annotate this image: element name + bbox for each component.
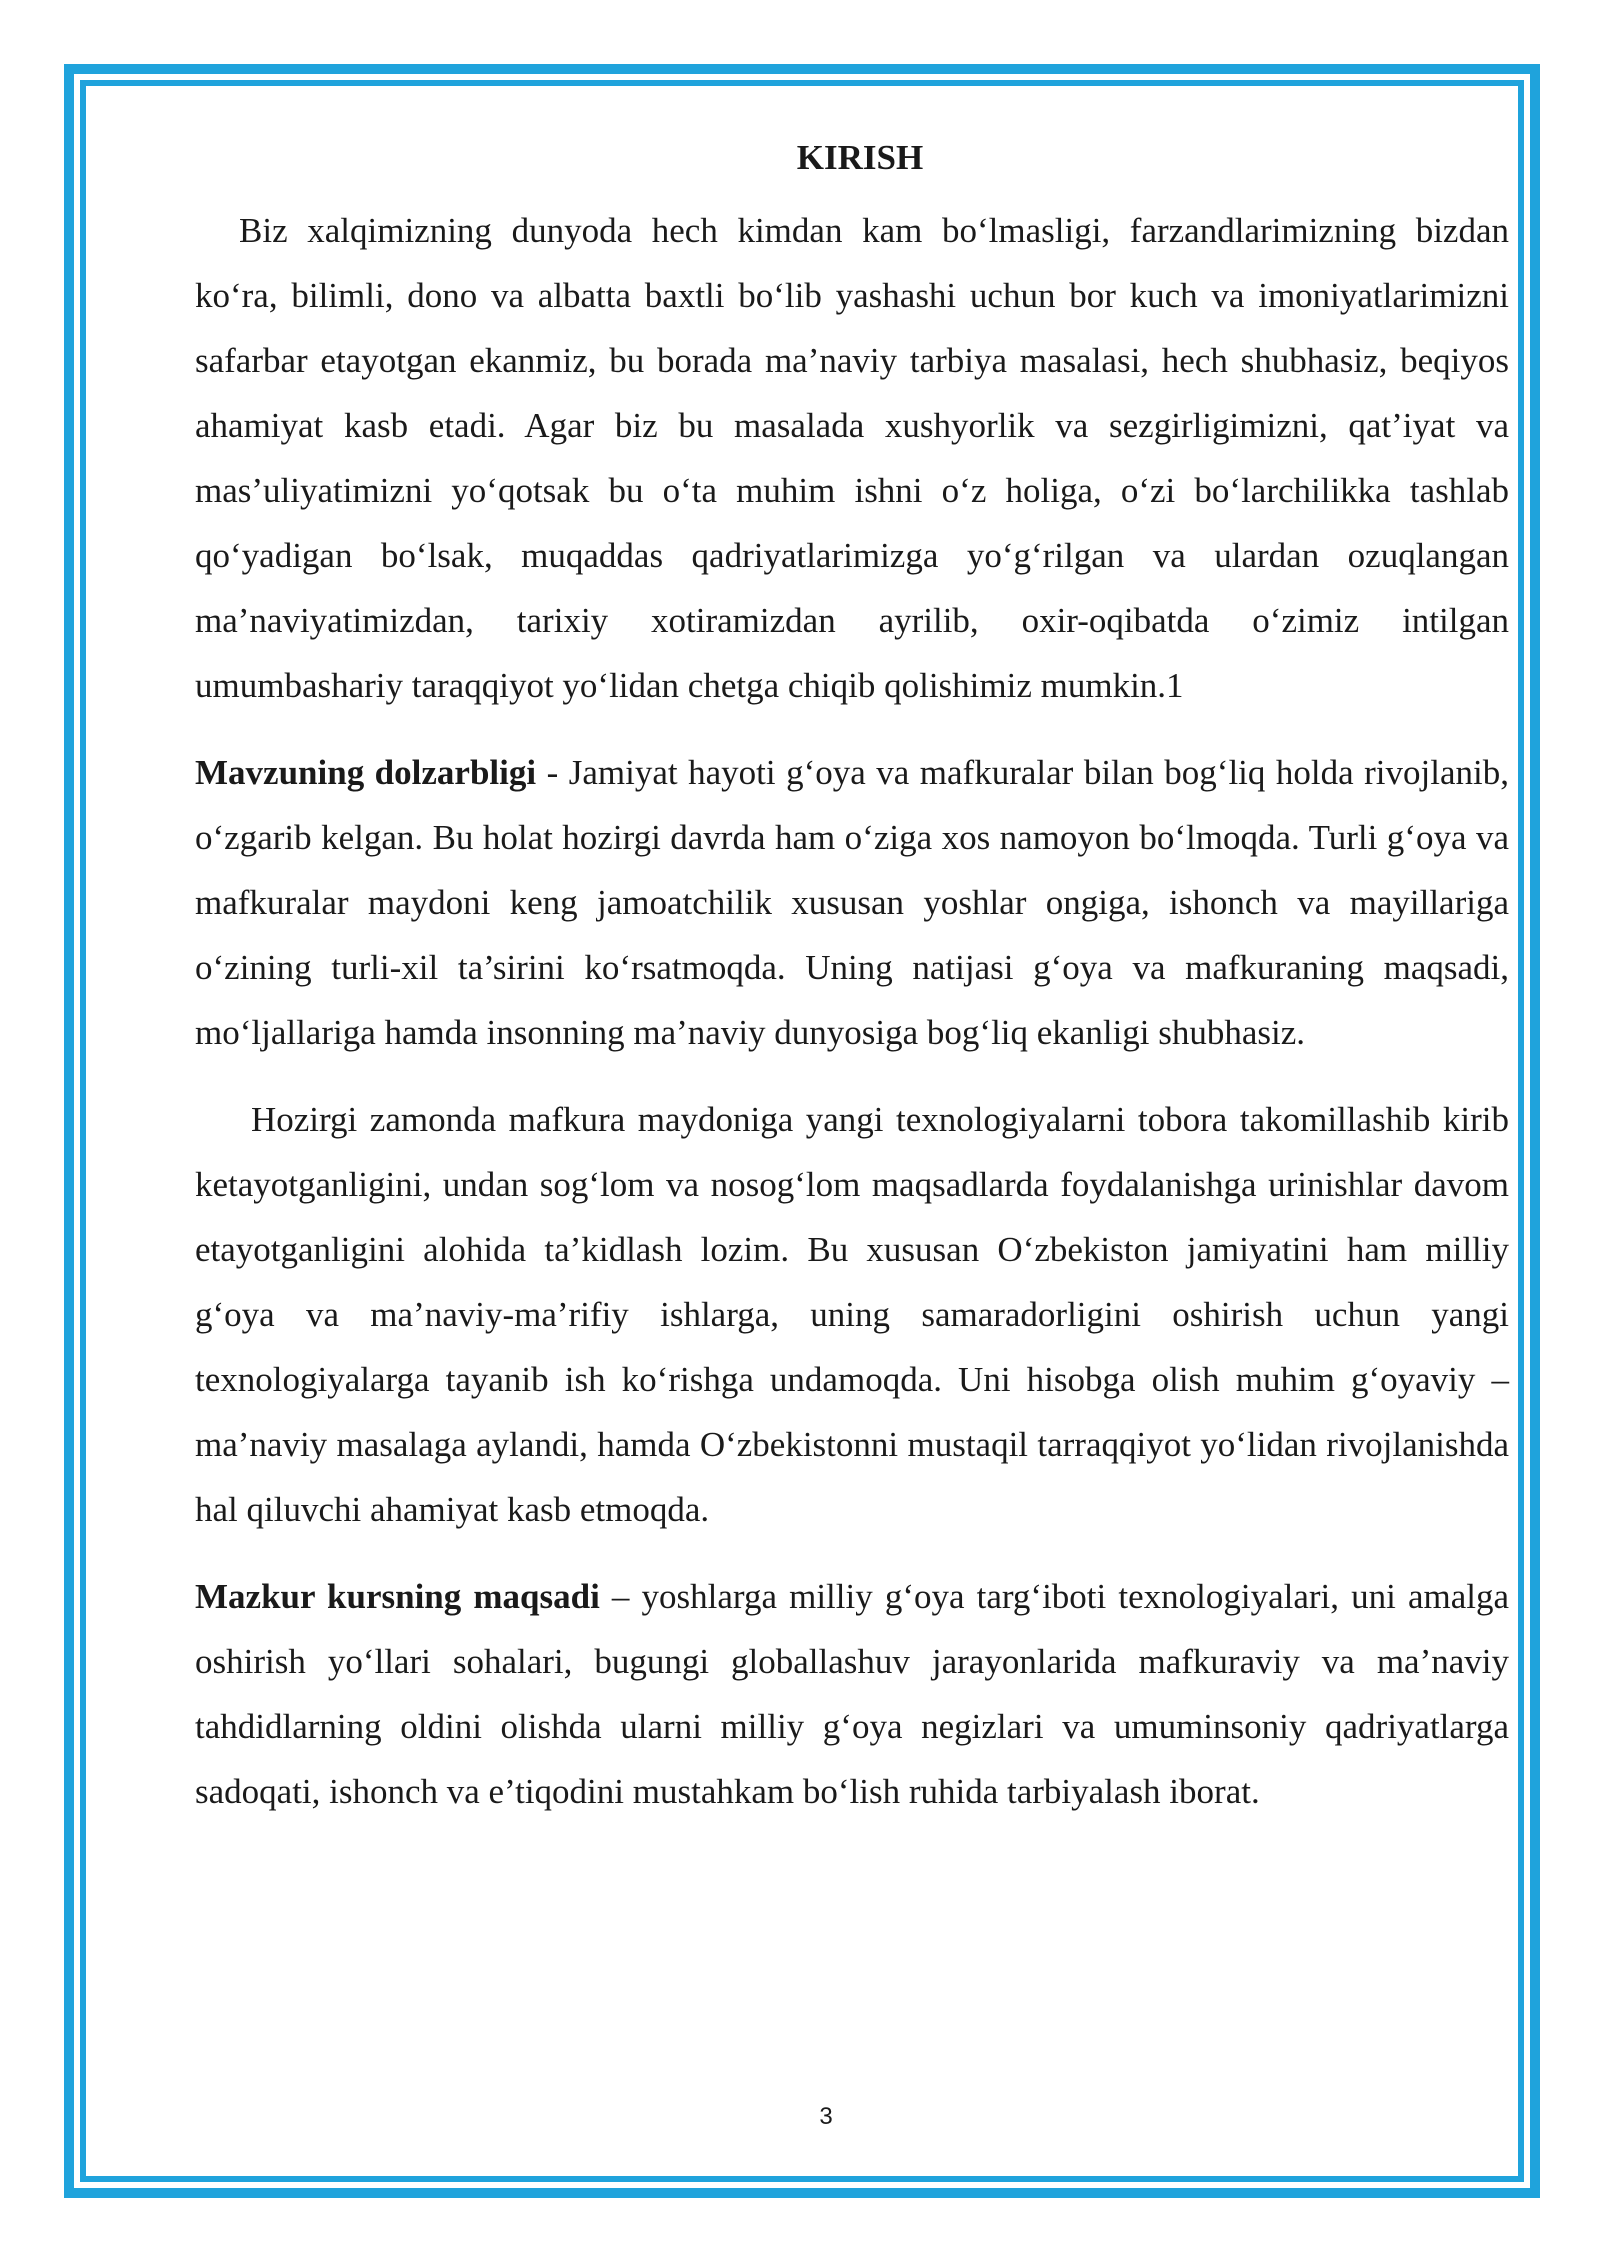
paragraph-course-goal <box>195 1564 1509 1824</box>
paragraph-text: – yoshlarga milliy g‘oya targ‘iboti texnologiyalari, uni amalga oshirish yo‘llari sohalari, bugungi globallashuv jarayonlarida mafkuraviy va ma’naviy tahdidlarning oldini olishda ularni milliy g‘oya negizlari va umuminsoniy qadriyatlarga sadoqati, ishonch va e’tiqodini mustahkam bo‘lish ruhida tarbiyalash iborat. <box>195 1577 1510 1811</box>
paragraph-lead: Mavzuning dolzarbligi <box>195 753 537 792</box>
paragraph-text: Biz xalqimizning dunyoda hech kimdan kam bo‘lmasligi, farzandlarimizning bizdan ko‘ra, bilimli, dono va albatta baxtli bo‘lib yashashi uchun bor kuch va imoniyatlarimizni safarbar etayotgan ekanmiz, bu borada ma’naviy tarbiya masalasi, hech shubhasiz, beqiyos ahamiyat kasb etadi. Agar biz bu masalada xushyorlik va sezgirligimizni, qat’iyat va mas’uliyatimizni yo‘qotsak bu o‘ta muhim ishni o‘z holiga, o‘zi bo‘larchilikka tashlab qo‘yadigan bo‘lsak, muqaddas qadriyatlarimizga yo‘g‘rilgan va ulardan ozuqlangan ma’naviyatimizdan, tarixiy xotiramizdan ayrilib, oxir-oqibatda o‘zimiz intilgan umumbashariy taraqqiyot yo‘lidan chetga chiqib qolishimiz mumkin.1 <box>195 211 1509 705</box>
paragraph-intro <box>195 198 1509 718</box>
paragraph-technology <box>195 1087 1509 1542</box>
page-number: 3 <box>819 2103 833 2130</box>
page-title: KIRISH <box>796 138 924 177</box>
paragraph-text: Hozirgi zamonda mafkura maydoniga yangi texnologiyalarni tobora takomillashib kirib ketayotganligini, undan sog‘lom va nosog‘lom maqsadlarda foydalanishga urinishlar davom etayotganligini alohida ta’kidlash lozim. Bu xususan O‘zbekiston jamiyatini ham milliy g‘oya va ma’naviy-ma’rifiy ishlarga, uning samaradorligini oshirish uchun yangi texnologiyalarga tayanib ish ko‘rishga undamoqda. Uni hisobga olish muhim g‘oyaviy – ma’naviy masalaga aylandi, hamda O‘zbekistonni mustaqil tarraqqiyot yo‘lidan rivojlanishda hal qiluvchi ahamiyat kasb etmoqda. <box>195 1100 1509 1529</box>
document-body <box>195 134 1509 1846</box>
paragraph-relevance <box>195 740 1509 1065</box>
paragraph-lead: Mazkur kursning maqsadi <box>195 1577 600 1616</box>
paragraph-text: - Jamiyat hayoti g‘oya va mafkuralar bilan bog‘liq holda rivojlanib, o‘zgarib kelgan. Bu holat hozirgi davrda ham o‘ziga xos namoyon bo‘lmoqda. Turli g‘oya va mafkuralar maydoni keng jamoatchilik xususan yoshlar ongiga, ishonch va mayillariga o‘zining turli-xil ta’sirini ko‘rsatmoqda. Uning natijasi g‘oya va mafkuraning maqsadi, mo‘ljallariga hamda insonning ma’naviy dunyosiga bog‘liq ekanligi shubhasiz. <box>195 753 1509 1052</box>
